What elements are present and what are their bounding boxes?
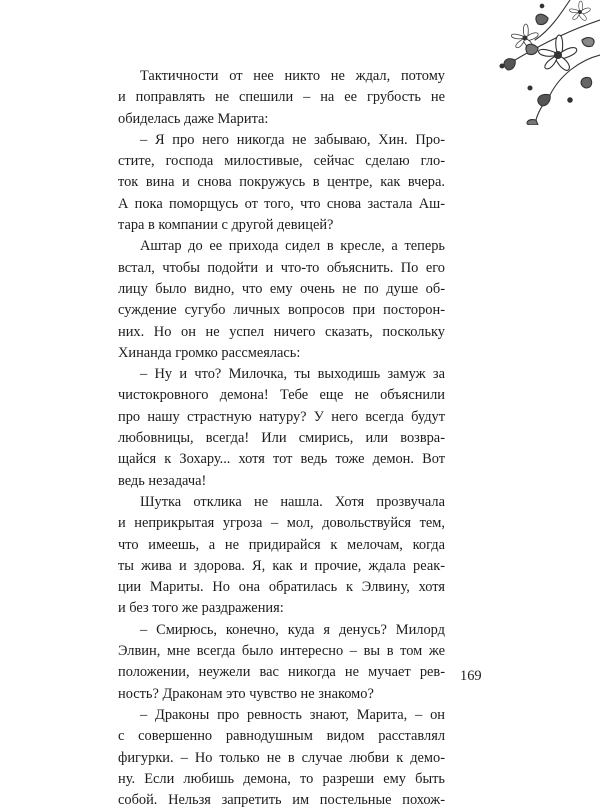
floral-corner-ornament-icon bbox=[430, 0, 600, 125]
text-line: суждение сугубо личных вопросов при посторон- bbox=[118, 302, 445, 319]
text-line: с совершенно равнодушным видом расставлял bbox=[118, 728, 445, 745]
text-line: ну. Если любишь демона, то разреши ему быть bbox=[118, 770, 445, 787]
text-line: положении, неужели вас никогда не мучает рев- bbox=[118, 664, 445, 681]
text-line: А пока поморщусь от того, что снова застала Аш- bbox=[118, 195, 445, 212]
text-line: встал, чтобы подойти и что-то объяснить. По его bbox=[118, 259, 445, 276]
text-line: фигурки. – Но только не в случае любви к демо- bbox=[118, 749, 445, 766]
text-line: Аштар до ее прихода сидел в кресле, а теперь bbox=[140, 238, 445, 255]
text-line: Хинанда громко рассмеялась: bbox=[118, 344, 301, 361]
text-line: – Ну и что? Милочка, ты выходишь замуж за bbox=[140, 366, 445, 383]
body-text bbox=[118, 66, 445, 811]
text-line: – Смирюсь, конечно, куда я денусь? Милорд bbox=[140, 621, 445, 638]
text-line: тара в компании с другой девицей? bbox=[118, 217, 334, 234]
text-line: них. Но он не успел ничего сказать, поскольку bbox=[118, 323, 445, 340]
text-line: собой. Нельзя запретить им постельные похож- bbox=[118, 792, 445, 809]
text-line: и неприкрытая угроза – мол, довольствуйся тем, bbox=[118, 515, 445, 532]
text-line: щайся к Зохару... хотя тот ведь тоже демон. Вот bbox=[118, 451, 445, 468]
text-line: – Я про него никогда не забываю, Хин. Про- bbox=[140, 131, 445, 148]
text-line: что имеешь, а не придирайся к мелочам, когда bbox=[118, 536, 445, 553]
text-line: Шутка отклика не нашла. Хотя прозвучала bbox=[140, 493, 445, 510]
text-line: Тактичности от нее никто не ждал, потому bbox=[140, 68, 445, 84]
text-line: и поправлять не спешили – на ее грубость не bbox=[118, 89, 445, 106]
text-line: ты жива и здорова. Я, как и прочие, ждала реак- bbox=[118, 557, 445, 574]
text-line: стите, господа милостивые, сейчас сделаю гло- bbox=[118, 153, 445, 170]
text-line: ток вина и снова покружусь в центре, как вчера. bbox=[118, 174, 445, 191]
text-line: лицу было видно, что ему очень не по душе об- bbox=[118, 280, 445, 297]
text-line: про нашу страстную натуру? У него всегда будут bbox=[118, 408, 445, 425]
text-line: ность? Драконам это чувство не знакомо? bbox=[118, 685, 374, 702]
text-line: чистокровного демона! Тебе еще не объяснили bbox=[118, 387, 445, 404]
text-line: ведь незадача! bbox=[118, 472, 207, 489]
page-number: 169 bbox=[460, 668, 482, 684]
text-line: любовницы, всегда! Или смирись, или возвра- bbox=[118, 430, 445, 447]
text-line: обиделась даже Марита: bbox=[118, 110, 269, 127]
text-line: ции Мариты. Но она обратилась к Элвину, хотя bbox=[118, 579, 445, 596]
text-line: – Драконы про ревность знают, Марита, – он bbox=[140, 706, 445, 723]
text-line: Элвин, мне всегда было интересно – вы в том же bbox=[118, 643, 445, 660]
text-line: и без того же раздражения: bbox=[118, 600, 284, 617]
